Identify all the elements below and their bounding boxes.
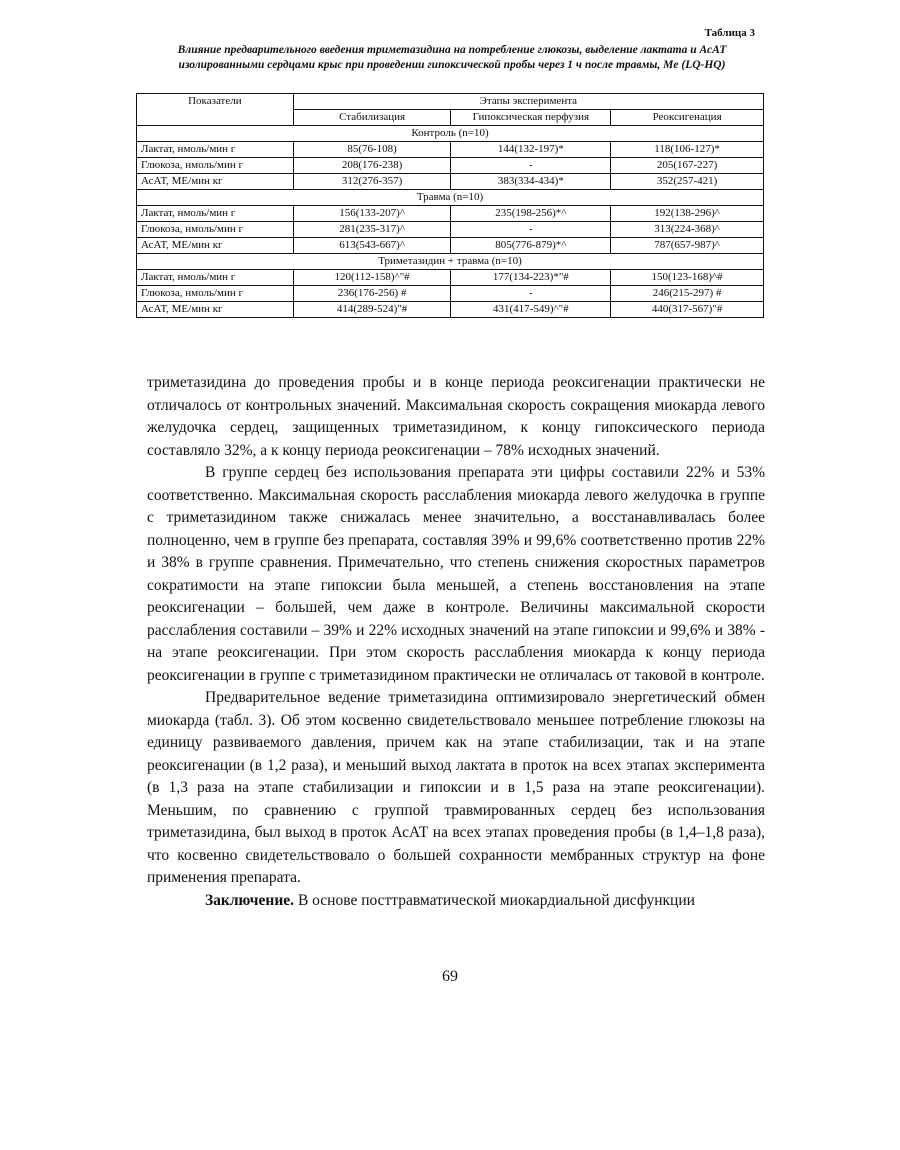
paragraph: Предварительное ведение триметазидина оптимизировало энергетический обмен миокарда (табл. 3). Об этом косвенно свидетельствовало меньшее потребление глюкозы на единицу развиваемого давления, причем как на этапе стабилизации, так и на этапе реоксигенации (в 1,2 раза), и меньший выход лактата в проток на всех этапах эксперимента (в 1,3 раза на этапе стабилизации и гипоксии и в 1,5 раза на этапе реоксигенации). Меньшим, по сравнению с группой травмированных сердец без использования триметазидина, был выход в проток АсАТ на всех этапах проведения пробы (в 1,4–1,8 раза), что косвенно свидетельствовало о большей сохранности мембранных структур на фоне применения препарата. <box>147 689 765 886</box>
table-row <box>137 222 764 238</box>
cell-value: - <box>451 158 611 174</box>
table-caption: Влияние предварительного введения триметазидина на потребление глюкозы, выделение лактата и АсАТ изолированными сердцами крыс при проведении гипоксической пробы через 1 ч после травмы, Me (LQ-HQ) <box>177 44 727 71</box>
results-table <box>136 93 764 318</box>
cell-value: 177(134-223)*"# <box>451 270 611 286</box>
cell-value: 205(167-227) <box>611 158 764 174</box>
cell-value: - <box>451 222 611 238</box>
page-number: 69 <box>442 968 458 985</box>
cell-value: 118(106-127)* <box>611 142 764 158</box>
cell-value: 85(76-108) <box>293 142 451 158</box>
header-stage-stabilization: Стабилизация <box>293 110 451 126</box>
body-text <box>147 372 765 912</box>
cell-value: 235(198-256)*^ <box>451 206 611 222</box>
group-title: Контроль (n=10) <box>137 126 764 142</box>
table-row <box>137 270 764 286</box>
cell-value: 313(224-368)^ <box>611 222 764 238</box>
cell-value: 613(543-667)^ <box>293 238 451 254</box>
row-name: Глюкоза, нмоль/мин г <box>137 286 294 302</box>
cell-value: 352(257-421) <box>611 174 764 190</box>
header-stages: Этапы эксперимента <box>293 94 763 110</box>
cell-value: - <box>451 286 611 302</box>
table-number: Таблица 3 <box>704 27 755 39</box>
cell-value: 150(123-168)^# <box>611 270 764 286</box>
table-row <box>137 142 764 158</box>
table-row <box>137 302 764 318</box>
row-name: Глюкоза, нмоль/мин г <box>137 222 294 238</box>
cell-value: 246(215-297) # <box>611 286 764 302</box>
conclusion-text: В основе посттравматической миокардиальной дисфункции <box>294 891 695 909</box>
cell-value: 440(317-567)"# <box>611 302 764 318</box>
row-name: АсАТ, МЕ/мин кг <box>137 174 294 190</box>
table-row <box>137 238 764 254</box>
header-stage-hypoxic: Гипоксическая перфузия <box>451 110 611 126</box>
cell-value: 208(176-238) <box>293 158 451 174</box>
cell-value: 192(138-296)^ <box>611 206 764 222</box>
group-title: Травма (n=10) <box>137 190 764 206</box>
paragraph <box>147 890 765 913</box>
cell-value: 805(776-879)*^ <box>451 238 611 254</box>
cell-value: 156(133-207)^ <box>293 206 451 222</box>
header-stage-reoxygenation: Реоксигенация <box>611 110 764 126</box>
row-name: Глюкоза, нмоль/мин г <box>137 158 294 174</box>
cell-value: 414(289-524)"# <box>293 302 451 318</box>
row-name: АсАТ, МЕ/мин кг <box>137 302 294 318</box>
row-name: АсАТ, МЕ/мин кг <box>137 238 294 254</box>
cell-value: 787(657-987)^ <box>611 238 764 254</box>
paragraph: В группе сердец без использования препарата эти цифры составили 22% и 53% соответственно. Максимальная скорость расслабления миокарда левого желудочка в группе с триметазидином также снижалась менее значительно, а восстанавливалась более полноценно, чем в группе без препарата, составляя 39% и 99,6% соответственно против 22% и 38% в группе сравнения. Примечательно, что степень снижения скоростных параметров сократимости на этапе гипоксии была меньшей, а степень восстановления на этапе реоксигенации – большей, чем даже в контроле. Величины максимальной скорости расслабления составили – 39% и 22% исходных значений на этапе гипоксии и 99,6% и 38% - на этапе реоксигенации. При этом скорость расслабления миокарда к концу периода реоксигенации в группе с триметазидином практически не отличалась от таковой в контроле. <box>147 464 765 684</box>
row-name: Лактат, нмоль/мин г <box>137 270 294 286</box>
table-row <box>137 174 764 190</box>
row-name: Лактат, нмоль/мин г <box>137 142 294 158</box>
row-name: Лактат, нмоль/мин г <box>137 206 294 222</box>
cell-value: 236(176-256) # <box>293 286 451 302</box>
cell-value: 281(235-317)^ <box>293 222 451 238</box>
conclusion-heading: Заключение. <box>205 891 295 909</box>
cell-value: 144(132-197)* <box>451 142 611 158</box>
cell-value: 312(276-357) <box>293 174 451 190</box>
table-row <box>137 158 764 174</box>
cell-value: 120(112-158)^"# <box>293 270 451 286</box>
cell-value: 431(417-549)^"# <box>451 302 611 318</box>
table-row <box>137 206 764 222</box>
cell-value: 383(334-434)* <box>451 174 611 190</box>
group-title: Триметазидин + травма (n=10) <box>137 254 764 270</box>
table-row <box>137 286 764 302</box>
header-indicators: Показатели <box>137 94 294 126</box>
paragraph: триметазидина до проведения пробы и в конце периода реоксигенации практически не отличалось от контрольных значений. Максимальная скорость сокращения миокарда левого желудочка сердец, защищенных триметазидином, к концу гипоксического периода составляло 32%, а к концу периода реоксигенации – 78% исходных значений. <box>147 374 765 459</box>
